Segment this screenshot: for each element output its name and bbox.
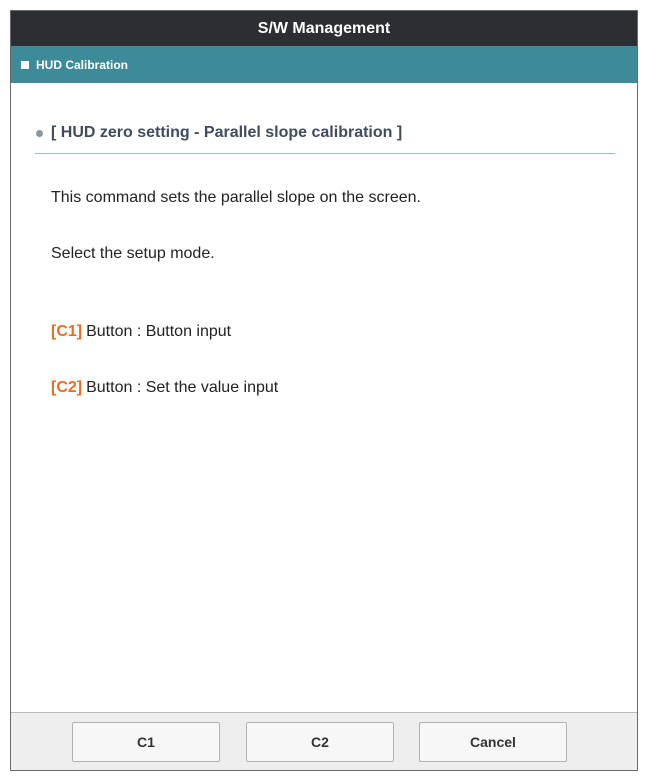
window-title: S/W Management — [11, 11, 637, 46]
c1-button[interactable]: C1 — [72, 722, 220, 762]
section-heading — [35, 124, 615, 154]
subheader-label: HUD Calibration — [36, 57, 129, 72]
c1-description-text: Button : Button input — [86, 323, 232, 340]
c2-button[interactable]: C2 — [246, 722, 394, 762]
subheader-bar — [11, 46, 637, 83]
c2-code-label: [C2] — [51, 379, 83, 396]
cancel-button[interactable]: Cancel — [419, 722, 567, 762]
c2-description — [51, 379, 278, 397]
instruction-paragraph: Select the setup mode. — [51, 245, 215, 262]
circle-bullet-icon — [36, 130, 43, 137]
description-paragraph: This command sets the parallel slope on the screen. — [51, 189, 421, 206]
c2-description-text: Button : Set the value input — [86, 379, 279, 396]
content-area — [11, 83, 637, 712]
button-bar — [11, 712, 637, 770]
square-bullet-icon — [21, 61, 29, 69]
c1-description — [51, 323, 231, 341]
c1-code-label: [C1] — [51, 323, 83, 340]
section-title-text: [ HUD zero setting - Parallel slope calibration ] — [51, 124, 403, 141]
dialog-window — [10, 10, 638, 771]
